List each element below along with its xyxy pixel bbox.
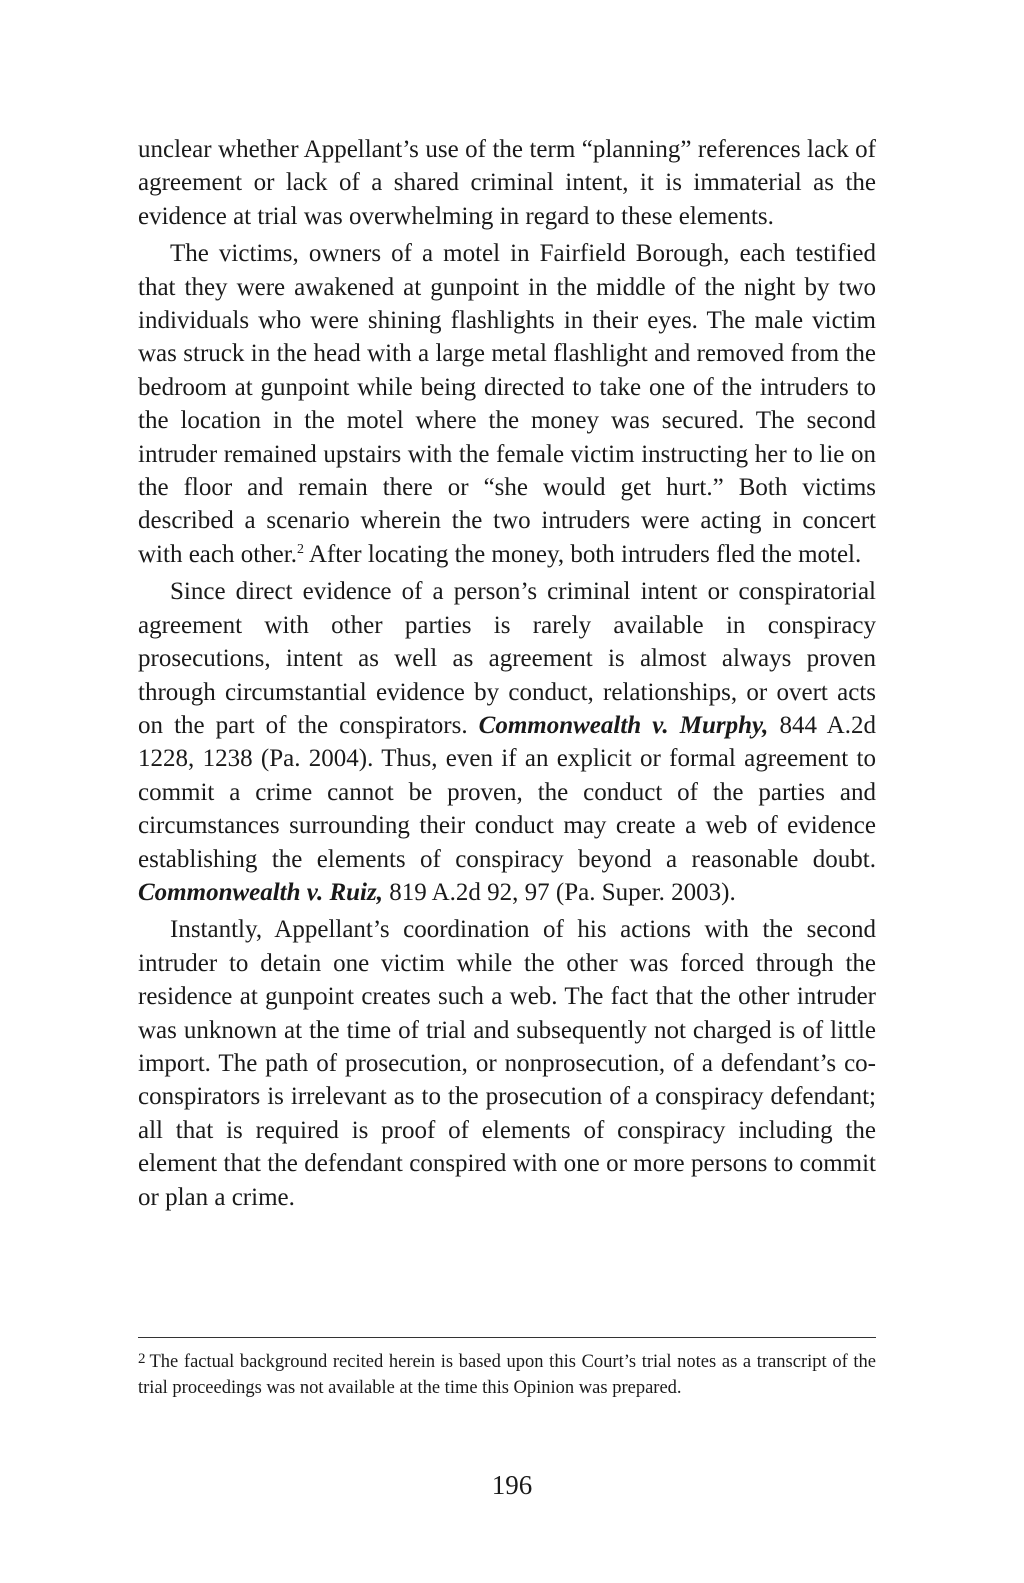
paragraph-text: 819 A.2d 92, 97 (Pa. Super. 2003). <box>382 878 736 906</box>
footnote-text: The factual background recited herein is based upon this Court’s trial notes as a transcript of the trial proceedings was not available at the time this Opinion was prepared. <box>138 1352 876 1398</box>
paragraph-text: 844 A.2d 1228, 1238 (Pa. 2004). Thus, even if an explicit or formal agreement to commit a crime cannot be proven, the conduct of the parties and circumstances surrounding their conduct may create a web of evidence establishing the elements of conspiracy beyond a reasonable doubt. <box>138 711 876 873</box>
paragraph-conspiracy-law <box>138 575 876 909</box>
paragraph-text: The victims, owners of a motel in Fairfield Borough, each testified that they were awakened at gunpoint in the middle of the night by two individuals who were shining flashlights in their eyes. The male victim was struck in the head with a large metal flashlight and removed from the bedroom at gunpoint while being directed to take one of the intruders to the location in the motel where the money was secured. The second intruder remained upstairs with the female victim instructing her to lie on the floor and remain there or “she would get hurt.” Both victims described a scenario wherein the two intruders were acting in concert with each other. <box>138 240 876 568</box>
footnote-divider <box>138 1337 876 1338</box>
paragraph-continuation: unclear whether Appellant’s use of the term “planning” references lack of agreement or lack of a shared criminal intent, it is immaterial as the evidence at trial was overwhelming in regard to these elements. <box>138 136 876 230</box>
paragraph-text: Since direct evidence of a person’s criminal intent or conspiratorial agreement with other parties is rarely available in conspiracy prosecutions, intent as well as agreement is almost always proven through circumstantial evidence by conduct, relationships, or overt acts on the part of the conspirators. <box>138 578 876 739</box>
footnote-number: 2 <box>138 1351 146 1367</box>
case-citation-murphy: Commonwealth v. Murphy, <box>478 711 769 739</box>
case-citation-ruiz: Commonwealth v. Ruiz, <box>138 878 383 906</box>
paragraph-application: Instantly, Appellant’s coordination of his actions with the second intruder to detain one victim while the other was forced through the residence at gunpoint creates such a web. The fact that the other intruder was unknown at the time of trial and subsequently not charged is of little import. The path of prosecution, or nonprosecution, of a defendant’s co-conspirators is irrelevant as to the prosecution of a conspiracy defendant; all that is required is proof of elements of conspiracy including the element that the defendant conspired with one or more persons to commit or plan a crime. <box>138 916 876 1211</box>
paragraph-text: After locating the money, both intruders fled the motel. <box>303 540 862 568</box>
page-number: 196 <box>491 1470 533 1500</box>
footnote <box>138 1350 876 1401</box>
footnote-reference[interactable]: 2 <box>296 541 304 557</box>
opinion-body <box>138 133 876 1218</box>
paragraph-victims-testimony <box>138 237 876 571</box>
